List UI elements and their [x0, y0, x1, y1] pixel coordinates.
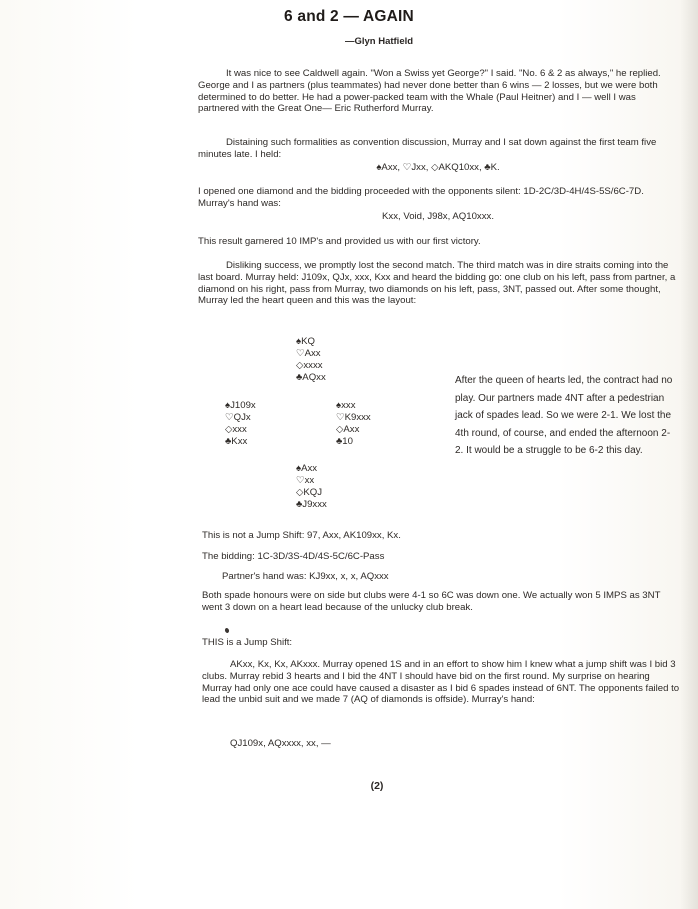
east-hearts: ♡K9xxx [336, 412, 371, 423]
east-clubs: ♣10 [336, 436, 353, 447]
east-spades: ♠xxx [336, 400, 356, 411]
article-author: —Glyn Hatfield [344, 36, 414, 47]
south-hearts: ♡xx [296, 475, 315, 486]
hand-murray-first: Kxx, Void, J98x, AQ10xxx. [382, 211, 494, 222]
west-spades: ♠J109x [225, 400, 256, 411]
west-hearts: ♡QJx [225, 412, 251, 423]
deal-north [296, 336, 366, 384]
south-clubs: ♣J9xxx [296, 499, 327, 510]
paragraph-first-match: Distaining such formalities as convention discussion, Murray and I sat down against the first team five minutes late. I held: [198, 137, 657, 160]
paragraph-first-victory: This result garnered 10 IMP's and provided us with our first victory. [198, 236, 481, 247]
west-clubs: ♣Kxx [225, 436, 248, 447]
south-spades: ♠Axx [296, 463, 318, 474]
paragraph-murray-hand: QJ109x, AQxxxx, xx, — [230, 738, 331, 749]
hand-held-first-match: ♠Axx, ♡Jxx, ◇AKQ10xx, ♣K. [376, 162, 500, 173]
paragraph-layout-result: After the queen of hearts led, the contract had no play. Our partners made 4NT after a pedestrian jack of spades lead. So we were 2-1. We lost the 4th round, of course, and ended the afternoon 2-2. It would be a struggle to be 6-2 this day. [455, 375, 673, 456]
paragraph-partner-hand: Partner's hand was: KJ9xx, x, x, AQxxx [222, 571, 389, 582]
east-diamonds: ◇Axx [336, 424, 360, 435]
paragraph-spade-honours: Both spade honours were on side but clubs were 4-1 so 6C was down one. We actually won 5 IMPS as 3NT went 3 down on a heart lead because of the unlucky club break. [202, 590, 661, 613]
paragraph-bidding-first: I opened one diamond and the bidding proceeded with the opponents silent: 1D-2C/3D-4H/4S-5S/6C-7D. Murray's hand was: [198, 186, 644, 209]
west-diamonds: ◇xxx [225, 424, 247, 435]
north-diamonds: ◇xxxx [296, 360, 323, 371]
north-hearts: ♡Axx [296, 348, 321, 359]
paragraph-third-match: Disliking success, we promptly lost the second match. The third match was in dire straits coming into the last board. Murray held: J109x, QJx, xxx, Kxx and heard the bidding go: one club on his left, pass from partner, a diamond on his right, pass from Murray, two diamonds on his left, pass, 3NT, passed out. After some thought, Murray led the heart queen and this was the layout: [198, 260, 676, 307]
paragraph-jump-shift-story: AKxx, Kx, Kx, AKxxx. Murray opened 1S and in an effort to show him I knew what a jump shift was I bid 3 clubs. Murray rebid 3 hearts and I bid the 4NT I should have bid on the first round. My surprise on hearing Murray had only one ace could have caused a disaster as I bid 6 spades instead of 6NT. The opponents failed to lead the unbid suit and we made 7 (AQ of diamonds is offside). Murray's hand: [202, 659, 680, 706]
page-edge-shadow [680, 0, 698, 909]
article-title: 6 and 2 — AGAIN [284, 8, 414, 25]
north-spades: ♠KQ [296, 336, 315, 347]
south-diamonds: ◇KQJ [296, 487, 323, 498]
north-clubs: ♣AQxx [296, 372, 326, 383]
paragraph-bidding-second: The bidding: 1C-3D/3S-4D/4S-5C/6C-Pass [202, 551, 385, 562]
deal-south [296, 463, 366, 511]
deal-west [225, 400, 295, 448]
page-number: (2) [370, 780, 384, 792]
paragraph-jump-shift-heading: THIS is a Jump Shift: [202, 637, 293, 648]
deal-east [336, 400, 406, 448]
ink-speck [224, 627, 229, 633]
paragraph-not-jump-shift: This is not a Jump Shift: 97, Axx, AK109xx, Kx. [202, 530, 401, 541]
paragraph-intro: It was nice to see Caldwell again. "Won a Swiss yet George?" I said. "No. 6 & 2 as always," he replied. George and I as partners (plus teammates) had never done better than 6 wins — 2 losses, but we were both determined to do better. He had a power-packed team with the Whale (Paul Heitner) and I — well I was partnered with the Great One— Eric Rutherford Murray. [198, 68, 661, 115]
